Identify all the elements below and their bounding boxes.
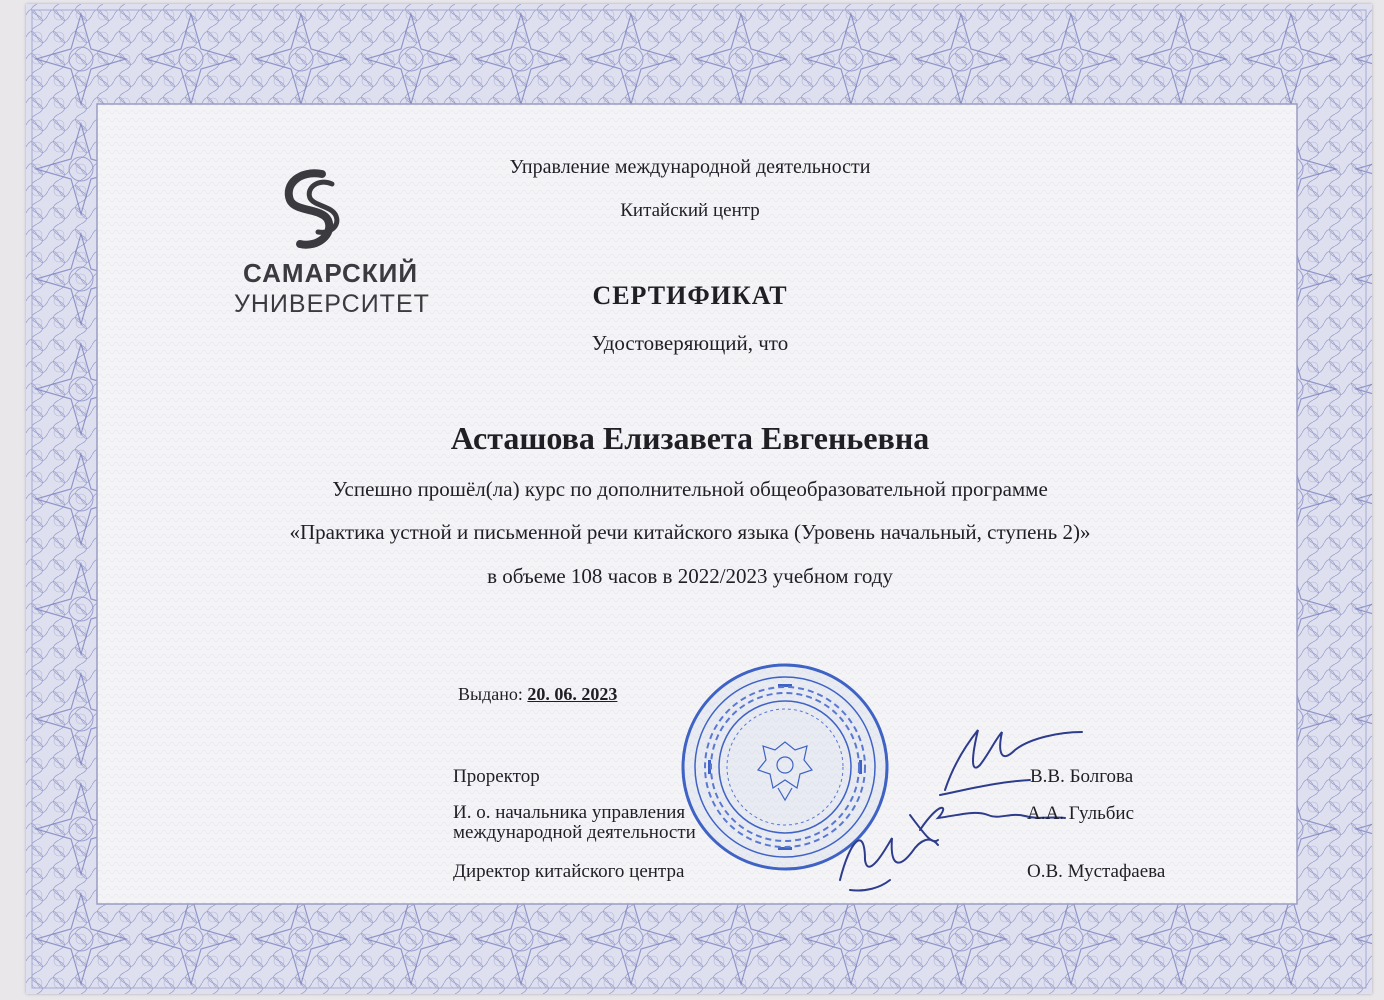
issued-row: [458, 684, 617, 705]
issued-date: 20. 06. 2023: [527, 684, 618, 704]
logo-title-line1: САМАРСКИЙ: [243, 258, 419, 288]
course-line-3: в объеме 108 часов в 2022/2023 учебном году: [487, 564, 893, 588]
course-line-1: Успешно прошёл(ла) курс по дополнительной общеобразовательной программе: [332, 477, 1048, 501]
center-heading: Китайский центр: [620, 200, 760, 221]
signatory-name-2: А.А. Гульбис: [1027, 803, 1135, 824]
signatory-role-1: Проректор: [453, 766, 540, 787]
issued-label: Выдано:: [458, 684, 523, 704]
signatory-role-3: Директор китайского центра: [453, 861, 685, 882]
signatory-role-2-line2: международной деятельности: [453, 822, 696, 843]
signatory-role-2-line1: И. о. начальника управления: [453, 802, 686, 823]
certificate-title: СЕРТИФИКАТ: [592, 281, 788, 310]
university-s-logo-icon: [270, 168, 360, 252]
department-heading: Управление международной деятельности: [509, 156, 871, 178]
certifies-text: Удостоверяющий, что: [591, 331, 789, 355]
signatory-name-3: О.В. Мустафаева: [1027, 861, 1166, 882]
course-line-2: «Практика устной и письменной речи китайского языка (Уровень начальный, ступень 2)»: [289, 520, 1091, 544]
recipient-name: Асташова Елизавета Евгеньевна: [450, 420, 930, 456]
signatory-name-1: В.В. Болгова: [1030, 766, 1134, 787]
logo-title-line2: УНИВЕРСИТЕТ: [234, 290, 430, 318]
signatory-role-2: [453, 803, 696, 843]
